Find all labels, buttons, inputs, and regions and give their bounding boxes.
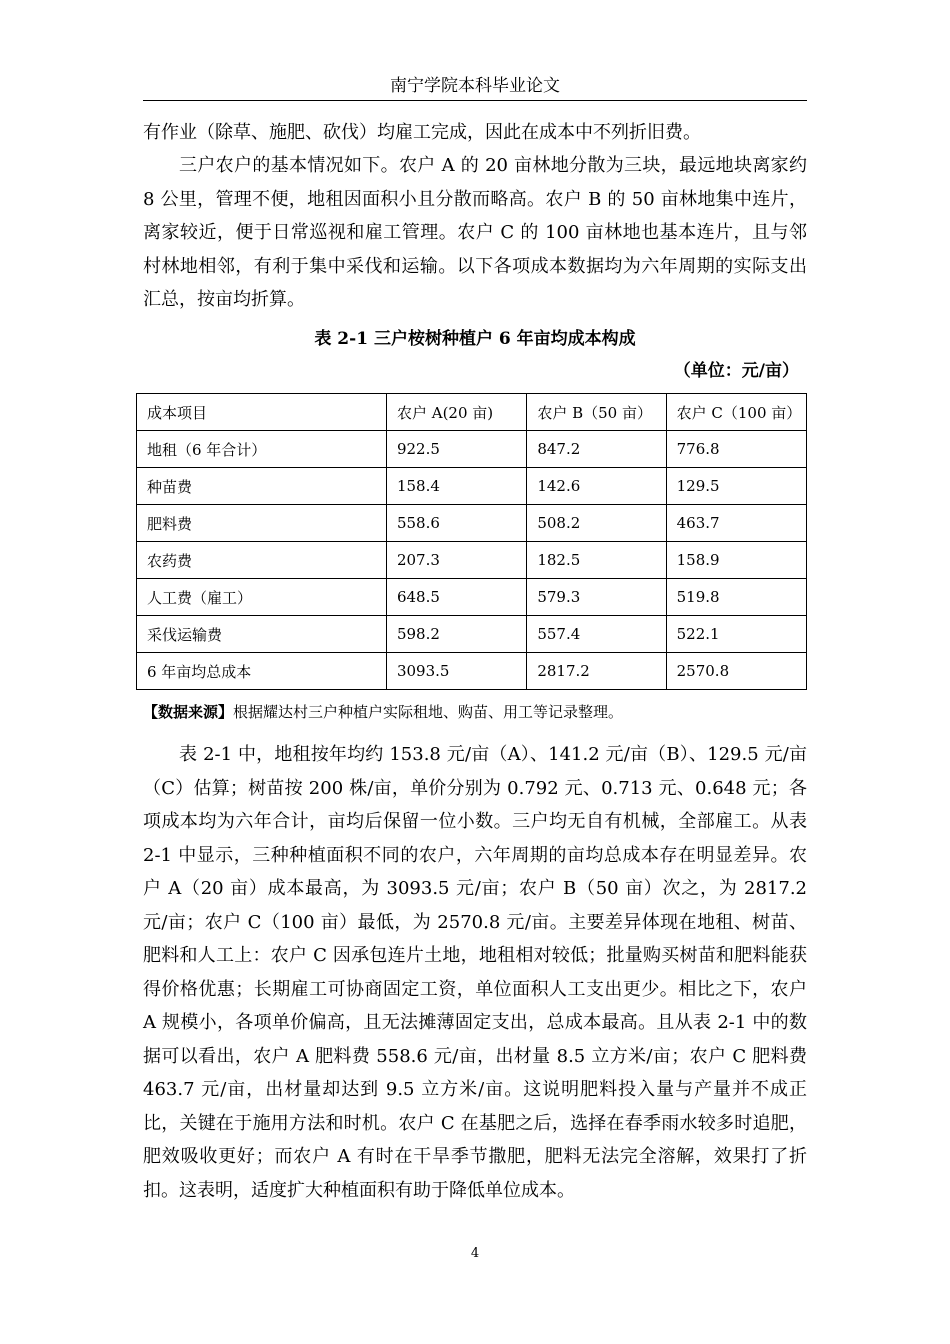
table-row: [137, 505, 807, 542]
table-cell: 508.2: [527, 505, 666, 542]
table-cell: 519.8: [666, 579, 806, 616]
table-header-cell: 农户 C（100 亩）: [666, 394, 806, 431]
table-cell: 肥料费: [137, 505, 387, 542]
table-cell: 158.4: [386, 468, 526, 505]
table-row: [137, 579, 807, 616]
table-cell: 463.7: [666, 505, 806, 542]
table-row: [137, 431, 807, 468]
table-caption: 表 2-1 三户桉树种植户 6 年亩均成本构成: [314, 329, 636, 349]
source-label: 【数据来源】: [143, 703, 234, 721]
page-number: 4: [470, 1246, 480, 1261]
header-rule: [143, 100, 807, 101]
table-row-total: [137, 653, 807, 690]
table-cell: 558.6: [386, 505, 526, 542]
source-text: 根据耀达村三户种植户实际租地、购苗、用工等记录整理。: [233, 703, 624, 721]
table-row: [137, 468, 807, 505]
table-row: [137, 542, 807, 579]
paragraph-2: 三户农户的基本情况如下。农户 A 的 20 亩林地分散为三块，最远地块离家约 8 公里，管理不便，地租因面积小且分散而略高。农户 B 的 50 亩林地集中连片，离家较近，便于日常巡视和雇工管理。农户 C 的 100 亩林地也基本连片，且与邻村林地相邻，有利于集中采伐和运输。以下各项成本数据均为六年周期的实际支出汇总，按亩均折算。: [143, 155, 807, 310]
table-cell: 142.6: [527, 468, 666, 505]
table-cell: 种苗费: [137, 468, 387, 505]
table-header-row: [137, 394, 807, 431]
table-source-note: [143, 700, 807, 724]
cost-table: [136, 393, 807, 690]
running-header: 南宁学院本科毕业论文: [390, 76, 560, 96]
table-cell: 地租（6 年合计）: [137, 431, 387, 468]
table-cell: 847.2: [527, 431, 666, 468]
table-cell: 2817.2: [527, 653, 666, 690]
table-cell: 3093.5: [386, 653, 526, 690]
table-header-cell: 农户 B（50 亩）: [527, 394, 666, 431]
table-cell: 207.3: [386, 542, 526, 579]
table-cell: 采伐运输费: [137, 616, 387, 653]
table-cell: 776.8: [666, 431, 806, 468]
table-unit: （单位：元/亩）: [673, 361, 799, 381]
table-cell: 129.5: [666, 468, 806, 505]
table-cell: 农药费: [137, 542, 387, 579]
table-cell: 522.1: [666, 616, 806, 653]
table-cell: 6 年亩均总成本: [137, 653, 387, 690]
table-cell: 598.2: [386, 616, 526, 653]
paragraph-1: 有作业（除草、施肥、砍伐）均雇工完成，因此在成本中不列折旧费。: [143, 122, 701, 143]
table-cell: 579.3: [527, 579, 666, 616]
table-cell: 557.4: [527, 616, 666, 653]
table-header-cell: 成本项目: [137, 394, 387, 431]
table-header-cell: 农户 A(20 亩): [386, 394, 526, 431]
table-row: [137, 616, 807, 653]
table-cell: 158.9: [666, 542, 806, 579]
table-cell: 人工费（雇工）: [137, 579, 387, 616]
paragraph-3: 表 2-1 中，地租按年均约 153.8 元/亩（A）、141.2 元/亩（B）、129.5 元/亩（C）估算；树苗按 200 株/亩，单价分别为 0.792 元、0.713 元、0.648 元；各项成本均为六年合计，亩均后保留一位小数。三户均无自有机械，全部雇工。从表 2-1 中显示，三种种植面积不同的农户，六年周期的亩均总成本存在明显差异。农户 A（20 亩）成本最高，为 3093.5 元/亩；农户 B（50 亩）次之，为 2817.2 元/亩；农户 C（100 亩）最低，为 2570.8 元/亩。主要差异体现在地租、树苗、肥料和人工上：农户 C 因承包连片土地，地租相对较低；批量购买树苗和肥料能获得价格优惠；长期雇工可协商固定工资，单位面积人工支出更少。相比之下，农户 A 规模小，各项单价偏高，且无法摊薄固定支出，总成本最高。且从表 2-1 中的数据可以看出，农户 A 肥料费 558.6 元/亩，出材量 8.5 立方米/亩；农户 C 肥料费 463.7 元/亩，出材量却达到 9.5 立方米/亩。这说明肥料投入量与产量并不成正比，关键在于施用方法和时机。农户 C 在基肥之后，选择在春季雨水较多时追肥，肥效吸收更好；而农户 A 有时在干旱季节撒肥，肥料无法完全溶解，效果打了折扣。这表明，适度扩大种植面积有助于降低单位成本。: [143, 744, 807, 1201]
table-cell: 2570.8: [666, 653, 806, 690]
table-cell: 648.5: [386, 579, 526, 616]
table-cell: 922.5: [386, 431, 526, 468]
table-cell: 182.5: [527, 542, 666, 579]
